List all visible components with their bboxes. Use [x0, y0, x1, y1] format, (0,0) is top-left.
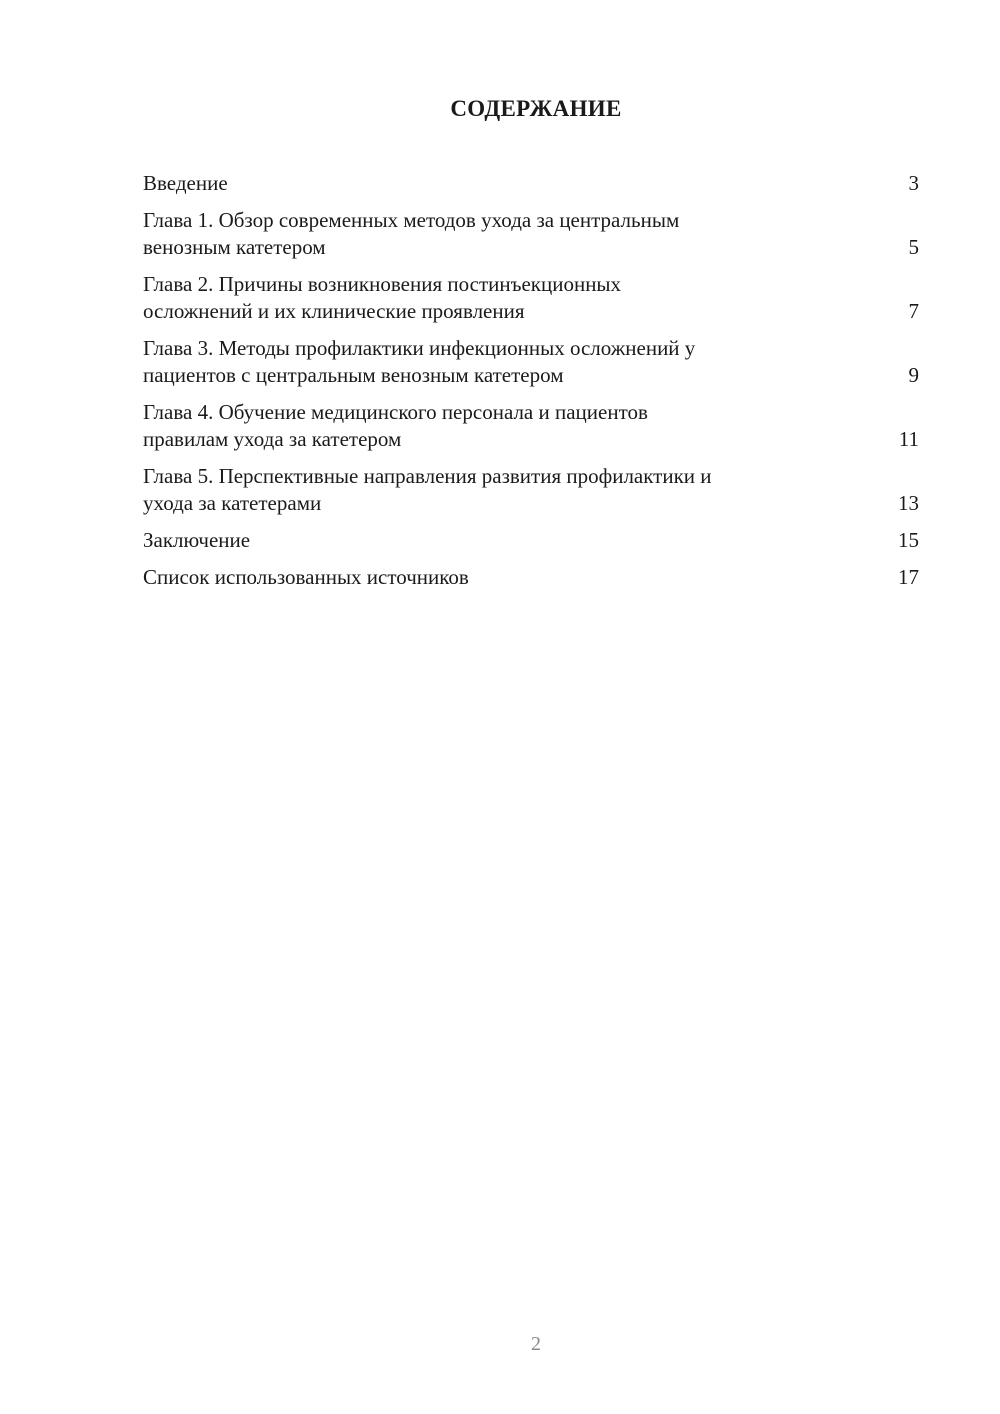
- toc-entry: [143, 271, 919, 325]
- toc-entry-title: Глава 4. Обучение медицинского персонала и пациентов правилам ухода за катетером: [143, 400, 648, 451]
- toc-entry-page: 5: [908, 235, 919, 259]
- toc-entry-page: 11: [898, 427, 919, 451]
- toc-entry-page: 15: [898, 528, 919, 552]
- table-of-contents: [143, 170, 919, 601]
- toc-entry-title: Список использованных источников: [143, 565, 469, 589]
- toc-entry-title: Глава 5. Перспективные направления развития профилактики и ухода за катетерами: [143, 464, 712, 515]
- toc-entry-title: Глава 2. Причины возникновения постинъекционных осложнений и их клинические проявления: [143, 272, 622, 323]
- page-number: 2: [531, 1333, 541, 1355]
- toc-entry-page: 17: [898, 565, 919, 589]
- toc-entry-page: 7: [908, 299, 919, 323]
- toc-entry: [143, 170, 919, 197]
- toc-entry-title: Глава 3. Методы профилактики инфекционных осложнений у пациентов с центральным венозным катетером: [143, 336, 696, 387]
- toc-entry-title: Введение: [143, 171, 228, 195]
- toc-entry-title: Заключение: [143, 528, 251, 552]
- toc-entry-page: 3: [908, 171, 919, 195]
- page-title: СОДЕРЖАНИЕ: [450, 96, 622, 121]
- toc-entry: [143, 335, 919, 389]
- toc-entry: [143, 207, 919, 261]
- toc-entry: [143, 527, 919, 554]
- toc-entry: [143, 463, 919, 517]
- toc-entry-page: 9: [908, 363, 919, 387]
- toc-entry: [143, 564, 919, 591]
- toc-entry-title: Глава 1. Обзор современных методов ухода за центральным венозным катетером: [143, 208, 680, 259]
- toc-entry: [143, 399, 919, 453]
- toc-entry-page: 13: [898, 491, 919, 515]
